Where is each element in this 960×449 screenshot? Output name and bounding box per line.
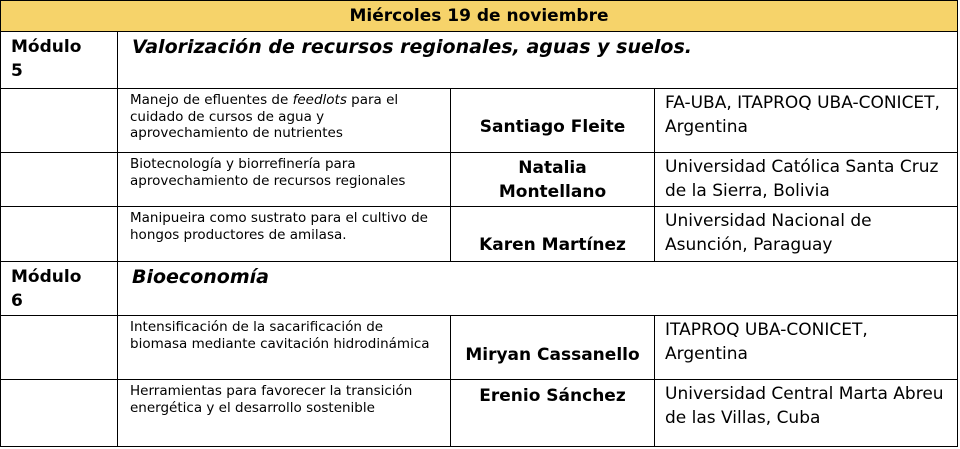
institution-cell: Universidad Central Marta Abreu de las Villas, Cuba — [655, 380, 958, 447]
module-number: 6 — [11, 291, 23, 311]
module-title: Bioeconomía — [118, 262, 958, 316]
speaker-cell — [451, 89, 655, 153]
speaker-name: Erenio Sánchez — [479, 386, 626, 406]
speaker-cell — [451, 316, 655, 380]
topic-text: Manejo de efluentes de — [130, 92, 293, 108]
topic-cell — [118, 89, 451, 153]
empty-cell — [0, 380, 118, 447]
empty-cell — [0, 316, 118, 380]
speaker-cell — [451, 153, 655, 207]
topic-text: para el cuidado de cursos de agua y aprovechamiento de nutrientes — [130, 92, 399, 141]
empty-cell — [0, 153, 118, 207]
speaker-name: Karen Martínez — [479, 235, 626, 255]
speaker-name: Montellano — [498, 181, 607, 202]
topic-cell: Biotecnología y biorrefinería para aprovechamiento de recursos regionales — [118, 153, 451, 207]
institution-cell: FA-UBA, ITAPROQ UBA-CONICET, Argentina — [655, 89, 958, 153]
institution-cell: ITAPROQ UBA-CONICET, Argentina — [655, 316, 958, 380]
empty-cell — [0, 207, 118, 262]
module-title: Valorización de recursos regionales, aguas y suelos. — [118, 32, 958, 89]
module-label-word: Módulo — [11, 267, 82, 287]
topic-cell: Manipueira como sustrato para el cultivo de hongos productores de amilasa. — [118, 207, 451, 262]
institution-cell: Universidad Católica Santa Cruz de la Sierra, Bolivia — [655, 153, 958, 207]
speaker-name: Miryan Cassanello — [465, 344, 640, 365]
speaker-cell — [451, 380, 655, 447]
topic-cell: Intensificación de la sacarificación de biomasa mediante cavitación hidrodinámica — [118, 316, 451, 380]
speaker-cell — [451, 207, 655, 262]
topic-emphasis: feedlots — [292, 92, 347, 108]
speaker-name: Natalia — [518, 157, 587, 178]
empty-cell — [0, 89, 118, 153]
module-label — [0, 32, 118, 89]
day-header: Miércoles 19 de noviembre — [0, 0, 958, 32]
topic-cell: Herramientas para favorecer la transición energética y el desarrollo sostenible — [118, 380, 451, 447]
speaker-name: Santiago Fleite — [479, 116, 626, 137]
module-label-word: Módulo — [11, 37, 82, 57]
module-label — [0, 262, 118, 316]
institution-cell: Universidad Nacional de Asunción, Paraguay — [655, 207, 958, 262]
module-number: 5 — [11, 61, 23, 81]
